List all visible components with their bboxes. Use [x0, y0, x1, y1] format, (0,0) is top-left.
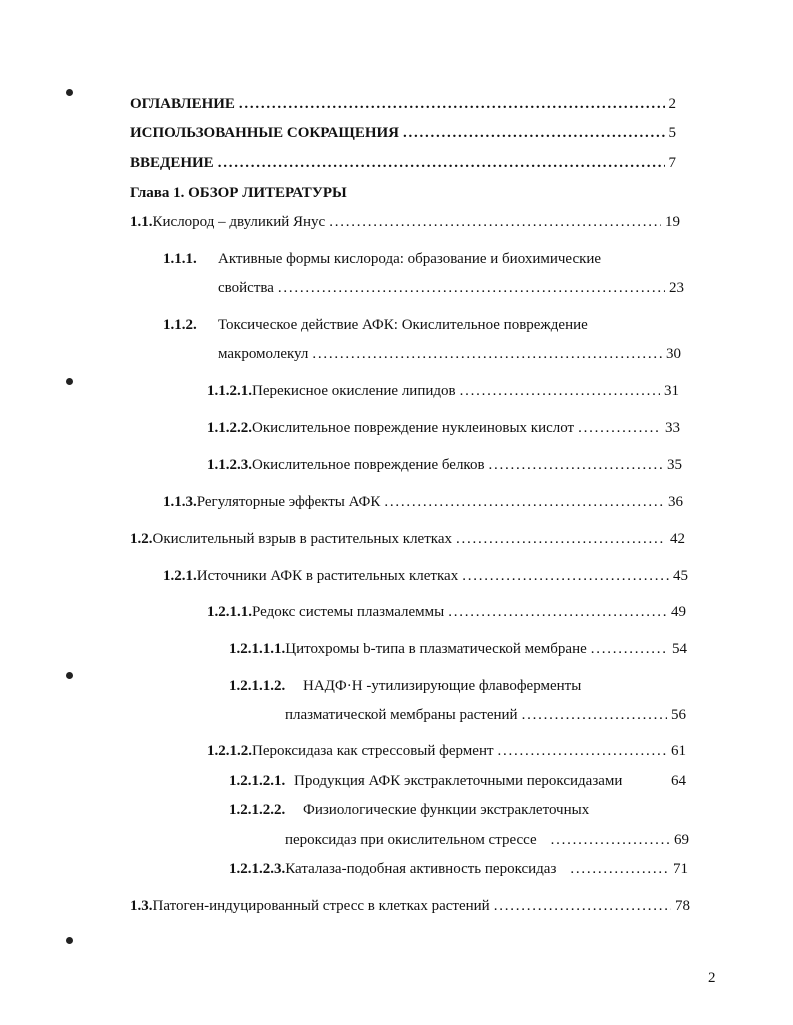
toc-title: Физиологические функции экстраклеточных: [303, 802, 590, 818]
toc-leader: [489, 456, 663, 474]
toc-title: Редокс системы плазмалеммы: [252, 604, 445, 620]
toc-page: 64: [671, 773, 686, 789]
toc-entry: [130, 213, 680, 231]
toc-entry: [163, 316, 588, 334]
toc-title: Источники АФК в растительных клетках: [196, 568, 459, 584]
toc-number: 1.2.1.: [163, 568, 197, 584]
toc-leader: [384, 493, 664, 511]
toc-title: НАДФ·Н -утилизирующие флавоферменты: [303, 678, 582, 694]
toc-entry: [130, 124, 676, 142]
scan-mark: [66, 672, 73, 679]
toc-leader: [403, 124, 664, 142]
toc-title: Цитохромы b-типа в плазматической мембране: [285, 641, 587, 657]
toc-leader: [498, 742, 667, 760]
toc-title-continued: пероксидаз при окислительном стрессе: [285, 832, 537, 848]
toc-title: Пероксидаза как стрессовый фермент: [252, 743, 494, 759]
toc-leader: [329, 213, 661, 231]
toc-entry: [163, 567, 688, 585]
page-number: 2: [708, 970, 716, 986]
toc-title: Окислительное повреждение нуклеиновых кислот: [252, 420, 575, 436]
toc-leader: [551, 831, 670, 849]
toc-title: Регуляторные эффекты АФК: [196, 494, 381, 510]
toc-title: Окислительный взрыв в растительных клетках: [152, 531, 452, 547]
toc-title-continued: макромолекул: [218, 346, 309, 362]
toc-number: 1.1.: [130, 214, 153, 230]
toc-leader: [570, 860, 669, 878]
toc-title-continued: плазматической мембраны растений: [285, 707, 518, 723]
toc-title: ОГЛАВЛЕНИЕ: [130, 96, 235, 112]
toc-number: 1.2.: [130, 531, 153, 547]
toc-entry: [229, 677, 581, 695]
toc-number: 1.2.1.1.1.: [229, 641, 286, 657]
scan-mark: [66, 89, 73, 96]
toc-page: 49: [671, 604, 686, 620]
toc-page: 19: [665, 214, 680, 230]
toc-entry-continuation: [218, 279, 684, 297]
toc-number: 1.1.2.: [163, 317, 197, 333]
toc-page: 71: [673, 861, 688, 877]
toc-page: 31: [664, 383, 679, 399]
toc-title: Продукция АФК экстраклеточными пероксидазами: [294, 773, 623, 789]
toc-title: Глава 1. ОБЗОР ЛИТЕРАТУРЫ: [130, 185, 347, 201]
toc-title: Каталаза-подобная активность пероксидаз: [285, 861, 557, 877]
toc-title: Перекисное окисление липидов: [252, 383, 456, 399]
toc-number: 1.2.1.1.: [207, 604, 252, 620]
toc-leader: [522, 706, 667, 724]
toc-page: 42: [670, 531, 685, 547]
toc-leader: [462, 567, 669, 585]
toc-leader: [448, 603, 667, 621]
toc-number: 1.1.1.: [163, 251, 197, 267]
toc-entry: [130, 95, 676, 113]
toc-number: 1.3.: [130, 898, 153, 914]
toc-entry: [229, 772, 686, 790]
toc-title: Окислительное повреждение белков: [252, 457, 485, 473]
toc-title: Активные формы кислорода: образование и биохимические: [218, 251, 602, 267]
toc-leader: [312, 345, 662, 363]
toc-leader: [578, 419, 661, 437]
toc-page: 5: [668, 125, 676, 141]
toc-number: 1.1.2.2.: [207, 420, 252, 436]
toc-entry: [229, 801, 589, 819]
toc-chapter-heading: [130, 184, 347, 202]
toc-entry: [207, 419, 680, 437]
toc-page: 23: [669, 280, 684, 296]
toc-number: 1.2.1.2.1.: [229, 773, 286, 789]
toc-leader: [239, 95, 665, 113]
toc-number: 1.2.1.2.2.: [229, 802, 286, 818]
toc-entry: [163, 493, 683, 511]
toc-page: 69: [674, 832, 689, 848]
toc-page: 35: [667, 457, 682, 473]
toc-entry: [229, 640, 687, 658]
toc-title: Токсическое действие АФК: Окислительное повреждение: [218, 317, 588, 333]
toc-title: Патоген-индуцированный стресс в клетках растений: [152, 898, 490, 914]
toc-entry: [207, 742, 686, 760]
toc-page: 56: [671, 707, 686, 723]
toc-entry: [130, 897, 690, 915]
toc-page: 45: [673, 568, 688, 584]
toc-page: 2: [668, 96, 676, 112]
toc-entry: [130, 154, 676, 172]
scan-mark: [66, 937, 73, 944]
toc-entry-continuation: [285, 706, 686, 724]
toc-entry: [207, 382, 679, 400]
toc-page: 54: [672, 641, 687, 657]
toc-number: 1.1.2.1.: [207, 383, 252, 399]
toc-number: 1.2.1.2.: [207, 743, 252, 759]
toc-title: Кислород – двуликий Янус: [152, 214, 326, 230]
toc-number: 1.2.1.2.3.: [229, 861, 286, 877]
toc-page: 30: [666, 346, 681, 362]
toc-entry-continuation: [218, 345, 681, 363]
toc-entry: [207, 456, 682, 474]
scan-mark: [66, 378, 73, 385]
toc-entry-continuation: [285, 831, 689, 849]
toc-leader: [456, 530, 666, 548]
toc-leader: [218, 154, 665, 172]
toc-leader: [494, 897, 671, 915]
toc-page: 36: [668, 494, 683, 510]
toc-leader: [460, 382, 660, 400]
toc-number: 1.2.1.1.2.: [229, 678, 286, 694]
toc-page: 61: [671, 743, 686, 759]
toc-page: 33: [665, 420, 680, 436]
toc-number: 1.1.2.3.: [207, 457, 252, 473]
toc-leader: [591, 640, 668, 658]
toc-title-continued: свойства: [218, 280, 274, 296]
toc-entry: [130, 530, 685, 548]
toc-entry: [163, 250, 601, 268]
toc-page: 7: [668, 155, 676, 171]
toc-title: ИСПОЛЬЗОВАННЫЕ СОКРАЩЕНИЯ: [130, 125, 400, 141]
toc-title: ВВЕДЕНИЕ: [130, 155, 214, 171]
toc-entry: [229, 860, 688, 878]
toc-page: 78: [675, 898, 690, 914]
toc-entry: [207, 603, 686, 621]
toc-number: 1.1.3.: [163, 494, 197, 510]
toc-leader: [278, 279, 665, 297]
